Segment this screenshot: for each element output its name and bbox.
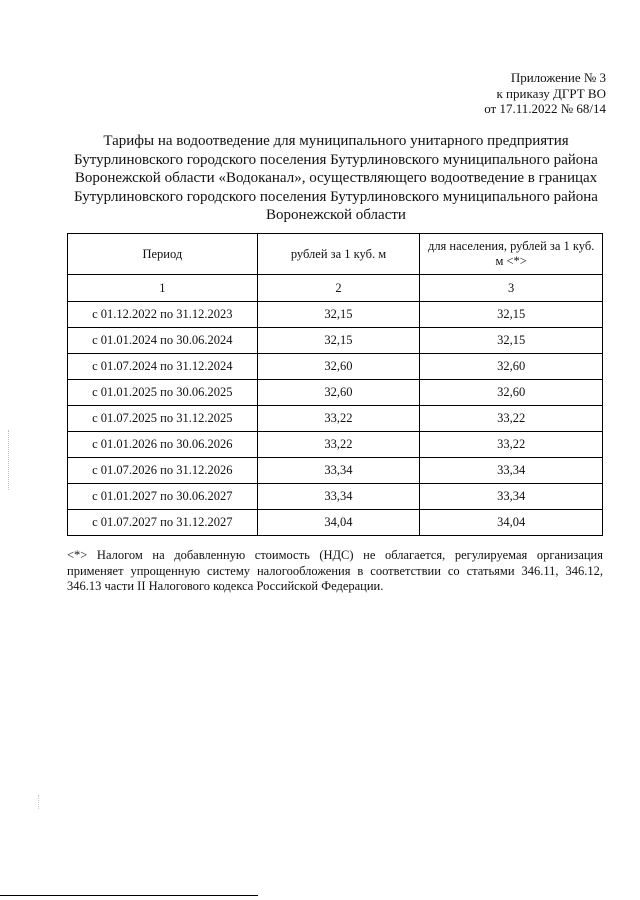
table-row: [68, 354, 603, 380]
column-number: 3: [420, 275, 603, 302]
table-row: [68, 406, 603, 432]
document-title: [56, 132, 616, 225]
table-row: [68, 380, 603, 406]
title-line: Бутурлиновского городского поселения Бутурлиновского муниципального района: [74, 151, 598, 168]
appendix-date: от 17.11.2022 № 68/14: [484, 101, 606, 116]
population-rate-cell: 32,15: [420, 328, 603, 354]
tariff-table: [67, 233, 603, 536]
rate-cell: 33,22: [257, 432, 420, 458]
population-rate-cell: 32,60: [420, 354, 603, 380]
population-rate-cell: 33,34: [420, 484, 603, 510]
table-row: [68, 328, 603, 354]
rate-cell: 33,34: [257, 484, 420, 510]
period-cell: с 01.07.2026 по 31.12.2026: [68, 458, 258, 484]
rate-cell: 32,15: [257, 328, 420, 354]
column-number: 2: [257, 275, 420, 302]
period-cell: с 01.07.2024 по 31.12.2024: [68, 354, 258, 380]
population-rate-cell: 32,15: [420, 302, 603, 328]
column-number: 1: [68, 275, 258, 302]
population-rate-cell: 34,04: [420, 510, 603, 536]
period-cell: с 01.01.2024 по 30.06.2024: [68, 328, 258, 354]
rate-cell: 33,22: [257, 406, 420, 432]
header-population-rate: для населения, рублей за 1 куб. м <*>: [420, 234, 603, 275]
table-header-row: [68, 234, 603, 275]
table-row: [68, 432, 603, 458]
header-rate: рублей за 1 куб. м: [257, 234, 420, 275]
rate-cell: 32,60: [257, 354, 420, 380]
rate-cell: 32,15: [257, 302, 420, 328]
table-row: [68, 510, 603, 536]
period-cell: с 01.01.2027 по 30.06.2027: [68, 484, 258, 510]
population-rate-cell: 32,60: [420, 380, 603, 406]
period-cell: с 01.07.2027 по 31.12.2027: [68, 510, 258, 536]
population-rate-cell: 33,34: [420, 458, 603, 484]
footer-divider: [0, 895, 258, 896]
period-cell: с 01.01.2025 по 30.06.2025: [68, 380, 258, 406]
population-rate-cell: 33,22: [420, 406, 603, 432]
title-line: Бутурлиновского городского поселения Бутурлиновского муниципального района: [74, 188, 598, 205]
rate-cell: 34,04: [257, 510, 420, 536]
appendix-reference: [484, 70, 606, 117]
table-row: [68, 302, 603, 328]
table-row: [68, 458, 603, 484]
appendix-number: Приложение № 3: [510, 70, 606, 85]
rate-cell: 32,60: [257, 380, 420, 406]
table-row: [68, 484, 603, 510]
rate-cell: 33,34: [257, 458, 420, 484]
header-period: Период: [68, 234, 258, 275]
title-line: Воронежской области: [266, 207, 406, 223]
title-line: Тарифы на водоотведение для муниципального унитарного предприятия: [103, 133, 569, 149]
scan-margin-marks: [38, 795, 41, 809]
appendix-order: к приказу ДГРТ ВО: [496, 85, 606, 101]
title-line: Воронежской области «Водоканал», осуществляющего водоотведение в границах: [74, 170, 598, 186]
population-rate-cell: 33,22: [420, 432, 603, 458]
period-cell: с 01.01.2026 по 30.06.2026: [68, 432, 258, 458]
footnote: <*> Налогом на добавленную стоимость (НДС) не облагается, регулируемая организация применяет упрощенную систему налогообложения в соответствии со статьями 346.11, 346.12, 346.13 части II Налогового кодекса Российской Федерации.: [67, 548, 603, 593]
column-number-row: [68, 275, 603, 302]
period-cell: с 01.12.2022 по 31.12.2023: [68, 302, 258, 328]
period-cell: с 01.07.2025 по 31.12.2025: [68, 406, 258, 432]
scan-margin-marks: [8, 430, 11, 490]
